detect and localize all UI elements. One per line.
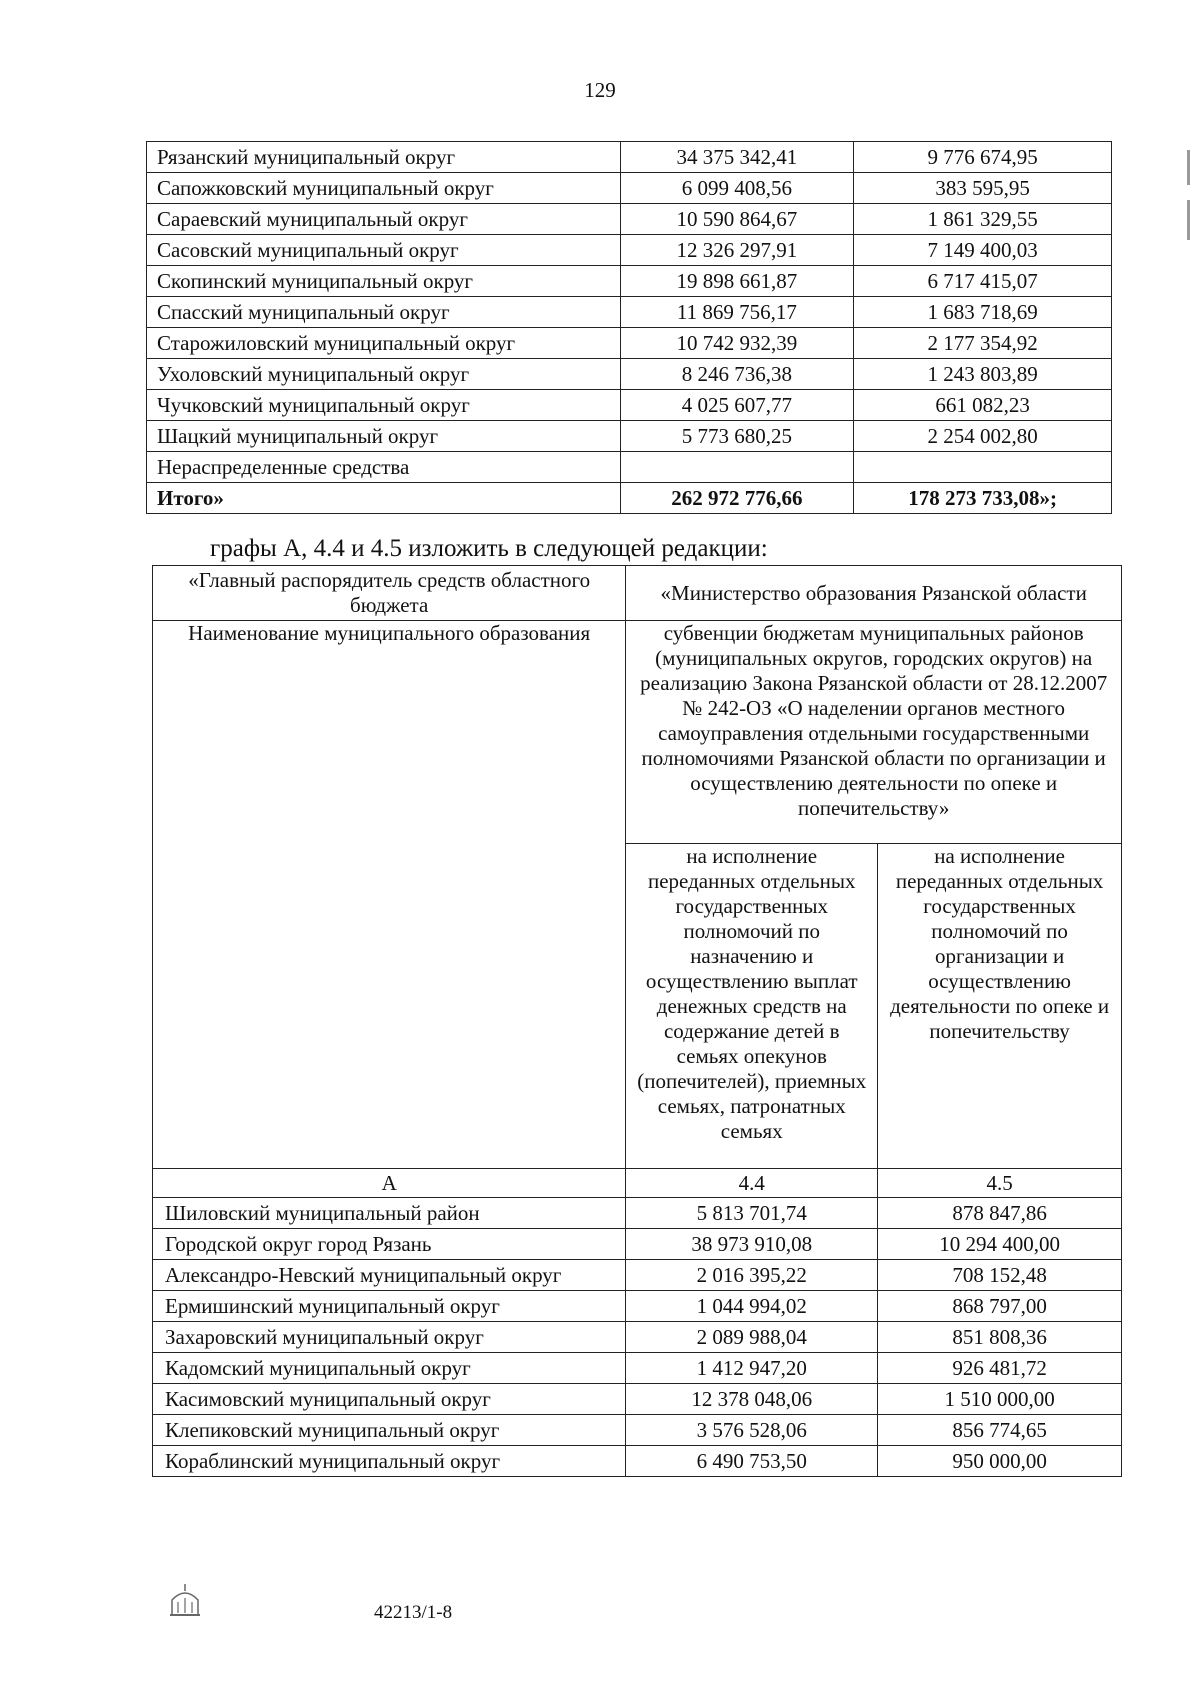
- amount-cell: 12 378 048,06: [626, 1384, 878, 1415]
- amount-cell: 10 294 400,00: [878, 1229, 1122, 1260]
- table-row: [153, 1291, 1122, 1322]
- amount-cell: 12 326 297,91: [620, 235, 854, 266]
- table-row: [147, 390, 1112, 421]
- header-ministry: «Министерство образования Рязанской области: [626, 566, 1122, 621]
- municipality-name: Касимовский муниципальный округ: [153, 1384, 626, 1415]
- table-row: [153, 1198, 1122, 1229]
- municipality-name: Сапожковский муниципальный округ: [147, 173, 621, 204]
- amount-cell: 708 152,48: [878, 1260, 1122, 1291]
- page-number: 129: [584, 78, 616, 102]
- amount-cell: 38 973 910,08: [626, 1229, 878, 1260]
- amount-cell: 4 025 607,77: [620, 390, 854, 421]
- amount-cell: 856 774,65: [878, 1415, 1122, 1446]
- amount-cell: 868 797,00: [878, 1291, 1122, 1322]
- municipality-name: Спасский муниципальный округ: [147, 297, 621, 328]
- amount-cell: 7 149 400,03: [854, 235, 1112, 266]
- amount-cell: 3 576 528,06: [626, 1415, 878, 1446]
- amount-cell: 8 246 736,38: [620, 359, 854, 390]
- table-row: [153, 1322, 1122, 1353]
- amount-cell: 878 847,86: [878, 1198, 1122, 1229]
- municipality-name: Старожиловский муниципальный округ: [147, 328, 621, 359]
- amount-cell: [620, 452, 854, 483]
- table-row: [153, 1415, 1122, 1446]
- amount-cell: 10 742 932,39: [620, 328, 854, 359]
- municipality-name: Ухоловский муниципальный округ: [147, 359, 621, 390]
- municipality-name: Клепиковский муниципальный округ: [153, 1415, 626, 1446]
- amount-cell: 5 813 701,74: [626, 1198, 878, 1229]
- amount-cell: 6 099 408,56: [620, 173, 854, 204]
- column-code-4-4: 4.4: [626, 1169, 878, 1198]
- amount-cell: 950 000,00: [878, 1446, 1122, 1477]
- amount-cell: 9 776 674,95: [854, 142, 1112, 173]
- table-row: [147, 235, 1112, 266]
- amount-cell: [854, 452, 1112, 483]
- column-code-4-5: 4.5: [878, 1169, 1122, 1198]
- amount-cell: 34 375 342,41: [620, 142, 854, 173]
- amount-cell: 1 412 947,20: [626, 1353, 878, 1384]
- amount-cell: 1 510 000,00: [878, 1384, 1122, 1415]
- document-code: 42213/1-8: [374, 1602, 453, 1623]
- amount-cell: 851 808,36: [878, 1322, 1122, 1353]
- amount-cell: 1 683 718,69: [854, 297, 1112, 328]
- amount-cell: 1 243 803,89: [854, 359, 1112, 390]
- table-row: [147, 328, 1112, 359]
- municipality-name: Сараевский муниципальный округ: [147, 204, 621, 235]
- header-municipality-name: Наименование муниципального образования: [153, 621, 626, 1169]
- municipality-name: Нераспределенные средства: [147, 452, 621, 483]
- scan-edge-mark: [1187, 200, 1190, 240]
- table-row: [153, 1260, 1122, 1291]
- municipality-name: Чучковский муниципальный округ: [147, 390, 621, 421]
- amendment-table: [152, 565, 1122, 1477]
- column-code-a: А: [153, 1169, 626, 1198]
- amount-cell: 6 717 415,07: [854, 266, 1112, 297]
- amount-cell: 19 898 661,87: [620, 266, 854, 297]
- header-subvention-description: субвенции бюджетам муниципальных районов (муниципальных округов, городских округов) на реализацию Закона Рязанской области от 28.12.2007 № 242-ОЗ «О наделении органов местного самоуправления отдельными государственными полномочиями Рязанской области по организации и осуществлению деятельности по опеке и попечительству»: [626, 621, 1122, 844]
- header-column-4-5: на исполнение переданных отдельных государственных полномочий по организации и осуществлению деятельности по опеке и попечительству: [878, 844, 1122, 1169]
- amount-cell: 10 590 864,67: [620, 204, 854, 235]
- table-row: [147, 142, 1112, 173]
- total-label: Итого»: [147, 483, 621, 514]
- amount-cell: 2 254 002,80: [854, 421, 1112, 452]
- column-codes-row: [153, 1169, 1122, 1198]
- municipality-name: Скопинский муниципальный округ: [147, 266, 621, 297]
- municipality-name: Шиловский муниципальный район: [153, 1198, 626, 1229]
- municipality-name: Захаровский муниципальный округ: [153, 1322, 626, 1353]
- table-row: [153, 1384, 1122, 1415]
- header-row-1: [153, 566, 1122, 621]
- table-row: [147, 266, 1112, 297]
- municipality-name: Ермишинский муниципальный округ: [153, 1291, 626, 1322]
- table-row: [147, 452, 1112, 483]
- table-row: [147, 204, 1112, 235]
- municipality-name: Александро-Невский муниципальный округ: [153, 1260, 626, 1291]
- scan-edge-mark: [1187, 150, 1190, 185]
- municipality-name: Шацкий муниципальный округ: [147, 421, 621, 452]
- amount-cell: 2 177 354,92: [854, 328, 1112, 359]
- amount-cell: 661 082,23: [854, 390, 1112, 421]
- table-row: [147, 359, 1112, 390]
- municipality-name: Кадомский муниципальный округ: [153, 1353, 626, 1384]
- table-row: [153, 1229, 1122, 1260]
- amount-cell: 11 869 756,17: [620, 297, 854, 328]
- amount-cell: 1 044 994,02: [626, 1291, 878, 1322]
- header-chief-administrator: «Главный распорядитель средств областного бюджета: [153, 566, 626, 621]
- municipality-name: Городской округ город Рязань: [153, 1229, 626, 1260]
- table-row: [147, 297, 1112, 328]
- total-amount: 262 972 776,66: [620, 483, 854, 514]
- amount-cell: 2 016 395,22: [626, 1260, 878, 1291]
- total-amount: 178 273 733,08»;: [854, 483, 1112, 514]
- table-row: [147, 173, 1112, 204]
- header-row-2: [153, 621, 1122, 844]
- amount-cell: 5 773 680,25: [620, 421, 854, 452]
- amount-cell: 1 861 329,55: [854, 204, 1112, 235]
- total-row: [147, 483, 1112, 514]
- amount-cell: 383 595,95: [854, 173, 1112, 204]
- municipality-name: Сасовский муниципальный округ: [147, 235, 621, 266]
- table-row: [147, 421, 1112, 452]
- amount-cell: 926 481,72: [878, 1353, 1122, 1384]
- duma-emblem-icon: [168, 1582, 202, 1618]
- municipality-name: Кораблинский муниципальный округ: [153, 1446, 626, 1477]
- amount-cell: 6 490 753,50: [626, 1446, 878, 1477]
- header-column-4-4: на исполнение переданных отдельных государственных полномочий по назначению и осуществлению выплат денежных средств на содержание детей в семьях опекунов (попечителей), приемных семьях, патронатных семьях: [626, 844, 878, 1169]
- table-row: [153, 1353, 1122, 1384]
- continuation-table: [146, 141, 1112, 514]
- amount-cell: 2 089 988,04: [626, 1322, 878, 1353]
- instruction-text: графы А, 4.4 и 4.5 изложить в следующей редакции:: [210, 535, 768, 562]
- municipality-name: Рязанский муниципальный округ: [147, 142, 621, 173]
- table-row: [153, 1446, 1122, 1477]
